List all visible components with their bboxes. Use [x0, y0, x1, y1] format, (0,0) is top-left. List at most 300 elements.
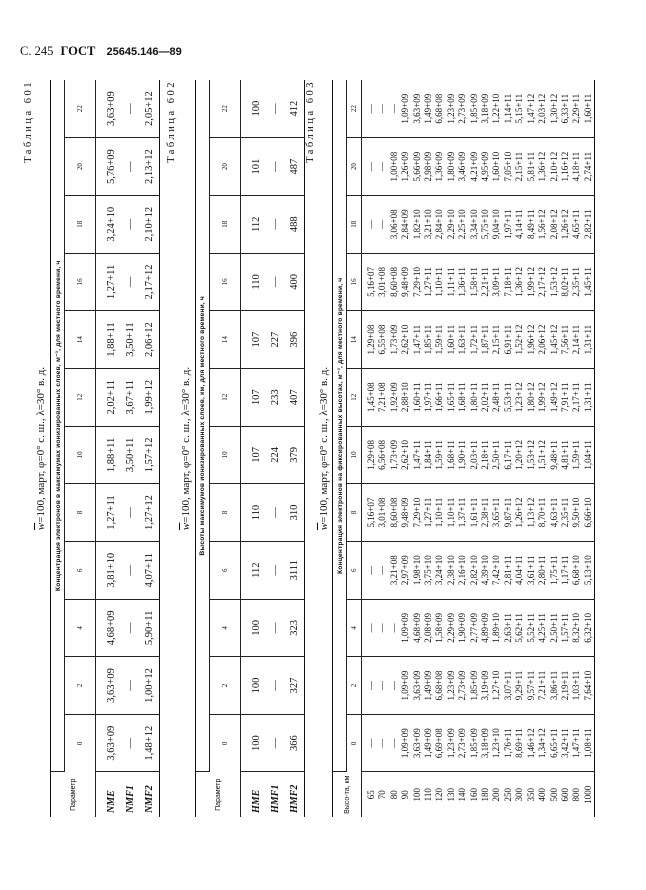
table-cell: — [377, 714, 388, 772]
table-cell: 8,60+08 [389, 253, 400, 311]
table-cell: 2,82+10 [469, 541, 480, 599]
table-602 [195, 80, 305, 817]
table-row [423, 80, 434, 817]
table-cell: 2,35+11 [571, 253, 582, 311]
time-header: 6 [65, 541, 96, 599]
table-cell: 5,62+11 [514, 599, 525, 657]
time-header-row [347, 80, 362, 817]
table-cell: 1,36+12 [537, 138, 548, 196]
table-cell: 1,82+10 [412, 195, 423, 253]
table-cell: — [377, 138, 388, 196]
table-cell: 2,48+11 [491, 368, 502, 426]
table-cell: 1,61+11 [469, 484, 480, 542]
table-cell: 4,21+09 [469, 138, 480, 196]
table-cell: 396 [285, 311, 305, 369]
time-header: 18 [347, 195, 362, 253]
table-cell: 1,98+10 [412, 541, 423, 599]
table-cell: 4,25+11 [537, 599, 548, 657]
table-cell: 3,63+09 [412, 80, 423, 138]
time-header: 6 [210, 541, 241, 599]
table-cell: — [389, 714, 400, 772]
table-cell: 3,50+11 [121, 311, 140, 369]
table-cell: 1,36+12 [514, 253, 525, 311]
table-cell: — [266, 657, 285, 715]
table-cell: 9,48+09 [400, 253, 411, 311]
row-label: NMF1 [125, 785, 136, 813]
table-602-title [180, 80, 192, 817]
param-header: Параметр [51, 772, 96, 817]
time-header: 4 [65, 599, 96, 657]
table-cell: 1,85+09 [469, 80, 480, 138]
table-cell: 1,99+12 [537, 368, 548, 426]
table-cell: 1,53+12 [549, 253, 560, 311]
title-text: =100, март, φ=0° с. ш., λ=30° в. д. [180, 366, 192, 523]
table-cell: 100 [241, 80, 267, 138]
table-cell: 3,65+11 [491, 484, 502, 542]
table-cell: 1,34+12 [537, 714, 548, 772]
table-cell: 5,81+11 [526, 138, 537, 196]
table-row [491, 80, 502, 817]
table-cell: 1,57+11 [560, 599, 571, 657]
table-cell: 2,17+12 [140, 253, 160, 311]
table-row [549, 80, 560, 817]
time-header: 14 [347, 311, 362, 369]
table-cell: 1,85+09 [469, 714, 480, 772]
table-cell: 8,49+11 [526, 195, 537, 253]
row-label: 70 [377, 790, 388, 800]
table-cell: 1,23+09 [446, 657, 457, 715]
table-cell: 3,86+11 [549, 657, 560, 715]
table-cell: 1,26+12 [560, 195, 571, 253]
table-cell: 1,10+11 [446, 484, 457, 542]
table-cell: 2,88+10 [400, 368, 411, 426]
table-cell: 1,60+11 [412, 368, 423, 426]
table-cell: — [121, 714, 140, 772]
row-label: HMF1 [270, 784, 281, 813]
table-cell: 5,16+07 [362, 253, 378, 311]
table-cell: 4,04+11 [514, 541, 525, 599]
table-cell: 1,45+11 [583, 253, 595, 311]
table-cell: 5,66+09 [412, 138, 423, 196]
table-cell: 2,29+10 [446, 195, 457, 253]
table-cell: 2,62+10 [400, 311, 411, 369]
table-row [503, 80, 514, 817]
table-cell: 1,52+12 [514, 311, 525, 369]
time-header: 0 [65, 714, 96, 772]
table-cell: 3,63+09 [96, 80, 122, 138]
time-header-row [210, 80, 241, 817]
table-cell: 3,24+10 [96, 195, 122, 253]
table-cell: 1,73+09 [389, 311, 400, 369]
table-cell: 2,62+10 [400, 426, 411, 484]
table-cell: 100 [241, 657, 267, 715]
table-cell: 1,99+12 [140, 368, 160, 426]
table-cell: 5,16+07 [362, 484, 378, 542]
table-cell: 1,90+09 [457, 599, 468, 657]
table-cell: 487 [285, 138, 305, 196]
page-header [20, 44, 182, 59]
table-cell: 2,50+11 [491, 426, 502, 484]
table-caption: Высоты максимумов ионизированных слоев, км, для местного времени, ч [196, 80, 210, 772]
table-cell: — [266, 195, 285, 253]
time-header: 0 [347, 714, 362, 772]
table-cell: 412 [285, 80, 305, 138]
table-cell: 1,88+11 [96, 426, 122, 484]
table-cell: — [121, 195, 140, 253]
row-label: NME [106, 790, 117, 813]
table-cell: 2,84+10 [434, 195, 445, 253]
table-cell: — [266, 138, 285, 196]
param-header: Параметр [196, 772, 241, 817]
table-cell: 9,57+11 [526, 657, 537, 715]
table-cell: 3,07+11 [503, 657, 514, 715]
table-cell: 7,21+08 [377, 368, 388, 426]
table-cell: — [266, 541, 285, 599]
table-row [537, 80, 548, 817]
table-cell: 1,23+09 [446, 80, 457, 138]
table-cell: 4,81+11 [560, 426, 571, 484]
table-cell: 101 [241, 138, 267, 196]
table-cell: 2,80+11 [537, 541, 548, 599]
table-cell: 2,03+11 [469, 426, 480, 484]
table-cell: 2,74+11 [583, 138, 595, 196]
table-cell: 323 [285, 599, 305, 657]
table-cell: 9,48+09 [400, 484, 411, 542]
time-header: 16 [210, 253, 241, 311]
time-header: 10 [210, 426, 241, 484]
table-cell: 4,95+09 [480, 138, 491, 196]
table-row [377, 80, 388, 817]
table-cell: 1,85+11 [423, 311, 434, 369]
row-label: 140 [457, 788, 468, 802]
table-cell: — [121, 253, 140, 311]
table-cell: 5,76+09 [96, 138, 122, 196]
time-header: 12 [65, 368, 96, 426]
table-cell: 1,59+11 [434, 426, 445, 484]
table-cell: 1,31+11 [583, 311, 595, 369]
table-row [266, 80, 285, 817]
table-row [362, 80, 378, 817]
table-cell: 1,59+11 [434, 311, 445, 369]
time-header: 8 [65, 484, 96, 542]
table-cell: 1,73+09 [389, 426, 400, 484]
table-row [560, 80, 571, 817]
table-cell: — [266, 253, 285, 311]
table-cell: 2,06+12 [140, 311, 160, 369]
table-cell: 1,27+11 [96, 484, 122, 542]
table-cell: 1,49+12 [549, 368, 560, 426]
table-row [400, 80, 411, 817]
table-cell: 2,13+12 [140, 138, 160, 196]
table-row [241, 80, 267, 817]
table-cell: — [362, 714, 378, 772]
table-cell: 1,27+12 [140, 484, 160, 542]
table-603 [332, 80, 595, 817]
table-cell: 5,15+11 [514, 80, 525, 138]
table-cell: 2,97+09 [400, 541, 411, 599]
table-cell: — [362, 541, 378, 599]
table-cell: 9,50+10 [571, 484, 582, 542]
table-cell: — [121, 80, 140, 138]
table-cell: 1,03+11 [571, 657, 582, 715]
time-header: 10 [65, 426, 96, 484]
table-cell: 3,24+10 [434, 541, 445, 599]
table-cell: 7,56+11 [560, 311, 571, 369]
table-cell: 1,87+11 [480, 311, 491, 369]
table-601-title [35, 80, 47, 817]
table-cell: 1,66+11 [434, 368, 445, 426]
table-cell: 224 [266, 426, 285, 484]
table-cell: 3,21+10 [423, 195, 434, 253]
table-cell: — [266, 714, 285, 772]
table-cell: 2,35+11 [560, 484, 571, 542]
table-cell: 1,27+11 [96, 253, 122, 311]
table-cell: 6,55+08 [377, 311, 388, 369]
table-cell: 2,18+11 [480, 426, 491, 484]
table-cell: 6,17+11 [503, 426, 514, 484]
time-header: 14 [65, 311, 96, 369]
table-cell: 4,07+11 [140, 541, 160, 599]
table-row [571, 80, 582, 817]
table-cell: 100 [241, 599, 267, 657]
table-603-title [318, 80, 330, 817]
time-header: 18 [210, 195, 241, 253]
table-cell: 3111 [285, 541, 305, 599]
table-cell: 7,18+11 [503, 253, 514, 311]
table-cell: 1,80+09 [446, 138, 457, 196]
table-cell: 3,18+09 [480, 714, 491, 772]
table-cell: 379 [285, 426, 305, 484]
table-cell: 9,04+10 [491, 195, 502, 253]
table-cell: 1,96+12 [526, 311, 537, 369]
table-cell: 3,50+11 [121, 426, 140, 484]
table-602-label: Таблица 602 [166, 80, 177, 163]
table-cell: 1,14+11 [503, 80, 514, 138]
rotated-tables-area [20, 80, 610, 820]
row-label: 400 [537, 788, 548, 802]
table-cell: 6,68+10 [571, 541, 582, 599]
table-cell: 1,58+09 [434, 599, 445, 657]
table-row [121, 80, 140, 817]
table-cell: 112 [241, 541, 267, 599]
table-cell: 1,23+09 [446, 714, 457, 772]
standard-label: ГОСТ [60, 44, 96, 58]
table-cell: — [266, 484, 285, 542]
table-cell: 9,87+11 [503, 484, 514, 542]
table-cell: 3,63+09 [96, 657, 122, 715]
table-cell: 2,63+11 [503, 599, 514, 657]
table-cell: 9,29+11 [514, 657, 525, 715]
table-cell: 3,63+09 [412, 714, 423, 772]
table-cell: — [121, 599, 140, 657]
table-cell: 2,17+12 [537, 253, 548, 311]
table-cell: 6,56+08 [377, 426, 388, 484]
table-cell: 1,88+11 [96, 311, 122, 369]
table-cell: 6,66+10 [583, 484, 595, 542]
time-header: 20 [347, 138, 362, 196]
table-cell: 2,84+09 [400, 195, 411, 253]
row-label: HMF2 [289, 784, 300, 813]
time-header: 12 [347, 368, 362, 426]
time-header: 20 [65, 138, 96, 196]
time-header: 4 [347, 599, 362, 657]
table-cell: 1,09+09 [400, 714, 411, 772]
table-cell: — [377, 657, 388, 715]
table-cell: 1,22+10 [491, 80, 502, 138]
table-cell: 1,17+11 [560, 541, 571, 599]
table-cell: 1,10+11 [434, 253, 445, 311]
table-cell: 2,02+11 [480, 368, 491, 426]
table-cell: 366 [285, 714, 305, 772]
time-header: 0 [210, 714, 241, 772]
table-cell: 3,34+10 [469, 195, 480, 253]
table-cell: 1,13+12 [526, 484, 537, 542]
table-cell: 8,69+11 [514, 714, 525, 772]
table-cell: 1,48+12 [140, 714, 160, 772]
table-cell: 1,92+09 [389, 368, 400, 426]
table-cell: 3,01+08 [377, 253, 388, 311]
standard-number: 25645.146—89 [106, 46, 182, 58]
time-header: 8 [210, 484, 241, 542]
table-cell: 1,47+11 [412, 426, 423, 484]
row-label: 160 [468, 788, 479, 802]
table-cell: 1,99+12 [526, 253, 537, 311]
table-cell: 3,75+10 [423, 541, 434, 599]
table-cell: 1,36+09 [434, 138, 445, 196]
table-cell: 3,63+09 [96, 714, 122, 772]
row-label: 350 [525, 788, 536, 802]
table-cell: 5,52+11 [526, 599, 537, 657]
table-cell: 2,15+11 [514, 138, 525, 196]
table-cell: 1,49+09 [423, 80, 434, 138]
table-cell: 2,02+11 [96, 368, 122, 426]
table-cell: 1,53+12 [526, 426, 537, 484]
table-row [469, 80, 480, 817]
table-cell: 2,17+11 [571, 368, 582, 426]
table-cell: 310 [285, 484, 305, 542]
table-cell: 1,26+09 [400, 138, 411, 196]
time-header: 22 [347, 80, 362, 138]
table-cell: 2,77+09 [469, 599, 480, 657]
table-cell: 1,20+12 [514, 426, 525, 484]
table-cell: 3,81+10 [96, 541, 122, 599]
table-cell: 1,27+11 [423, 253, 434, 311]
table-cell: 1,37+11 [457, 484, 468, 542]
table-cell: 2,19+11 [560, 657, 571, 715]
title-symbol: $\overline{w}$ [180, 522, 192, 531]
table-row [457, 80, 468, 817]
table-cell: 2,81+11 [503, 541, 514, 599]
table-cell: 1,09+09 [400, 599, 411, 657]
table-cell: 107 [241, 368, 267, 426]
table-cell: 2,10+12 [140, 195, 160, 253]
table-cell: — [389, 657, 400, 715]
table-row [412, 80, 423, 817]
table-cell: 1,00+12 [140, 657, 160, 715]
table-cell: 1,00+08 [389, 138, 400, 196]
table-cell: 1,36+11 [457, 253, 468, 311]
table-cell: — [377, 195, 388, 253]
param-header: Высо-та, км [333, 772, 362, 817]
time-header: 14 [210, 311, 241, 369]
table-cell: 1,47+11 [412, 311, 423, 369]
table-cell: 3,21+08 [389, 541, 400, 599]
title-symbol: $\overline{w}$ [35, 522, 47, 531]
table-cell: 3,09+11 [491, 253, 502, 311]
table-cell: 2,38+11 [480, 484, 491, 542]
table-cell: 4,63+11 [549, 484, 560, 542]
table-cell: 1,47+11 [571, 714, 582, 772]
table-cell: 2,14+11 [571, 311, 582, 369]
table-cell: 2,73+09 [457, 714, 468, 772]
table-cell: 2,21+11 [480, 253, 491, 311]
table-cell: 1,45+12 [549, 311, 560, 369]
table-cell: 3,01+08 [377, 484, 388, 542]
table-cell: 1,89+10 [491, 599, 502, 657]
table-cell: 5,53+11 [503, 368, 514, 426]
table-row [140, 80, 160, 817]
table-cell: 400 [285, 253, 305, 311]
table-row [96, 80, 122, 817]
table-caption: Концентрация электронов в максимумах ионизированных слоев, м⁻³, для местного времени, ч [51, 80, 65, 772]
table-cell: 1,59+11 [571, 426, 582, 484]
table-cell: 4,89+09 [480, 599, 491, 657]
table-cell: 1,49+09 [423, 657, 434, 715]
table-row [514, 80, 525, 817]
table-cell: 4,68+09 [412, 599, 423, 657]
table-cell: 3,18+09 [480, 80, 491, 138]
time-header: 20 [210, 138, 241, 196]
table-cell: 1,10+11 [434, 484, 445, 542]
table-cell: 5,13+10 [583, 541, 595, 599]
table-cell: 3,61+11 [526, 541, 537, 599]
table-cell: 3,67+11 [121, 368, 140, 426]
table-cell: 1,68+11 [446, 426, 457, 484]
table-cell: 6,91+11 [503, 311, 514, 369]
table-cell: — [377, 541, 388, 599]
time-header: 16 [347, 253, 362, 311]
table-cell: 2,98+09 [423, 138, 434, 196]
table-cell: 1,47+12 [526, 80, 537, 138]
table-cell: 1,09+09 [400, 657, 411, 715]
table-cell: — [121, 541, 140, 599]
time-header-row [65, 80, 96, 817]
time-header: 12 [210, 368, 241, 426]
table-cell: 1,51+12 [537, 426, 548, 484]
table-cell: — [377, 80, 388, 138]
table-cell: 2,16+10 [457, 541, 468, 599]
table-cell: 6,33+11 [560, 80, 571, 138]
table-cell: 1,08+11 [583, 714, 595, 772]
page-number: С. 245 [20, 44, 54, 58]
table-cell: 1,09+09 [400, 80, 411, 138]
table-row [480, 80, 491, 817]
table-cell: 1,11+11 [446, 253, 457, 311]
table-cell: 1,30+12 [549, 80, 560, 138]
table-cell: 1,97+11 [423, 368, 434, 426]
table-cell: 2,38+10 [446, 541, 457, 599]
table-cell: 1,68+11 [457, 368, 468, 426]
table-cell: 107 [241, 426, 267, 484]
table-cell: 7,64+10 [583, 657, 595, 715]
table-cell: 1,23+10 [491, 714, 502, 772]
row-label: 120 [434, 788, 445, 802]
row-label: 100 [411, 788, 422, 802]
table-cell: — [362, 599, 378, 657]
header-row [51, 80, 65, 817]
table-cell: 1,26+12 [514, 484, 525, 542]
row-label: 80 [388, 790, 399, 800]
